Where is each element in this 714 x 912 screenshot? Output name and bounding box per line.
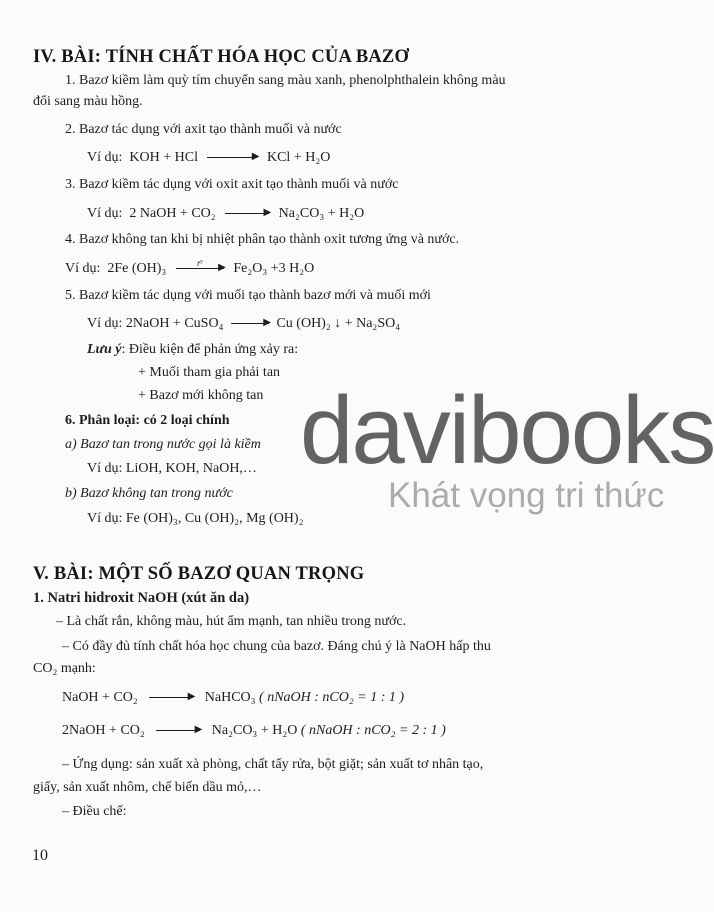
paragraph-6a: a) Bazơ tan trong nước gọi là kiềm [65,437,261,452]
example-label: Ví dụ: [87,150,123,165]
heat-reaction-arrow-icon: t⁰ ▶ [176,268,224,269]
bullet-2: + Bazơ mới không tan [138,388,264,403]
page-number: 10 [32,847,48,864]
paragraph-3: 3. Bazơ kiềm tác dụng với oxit axit tạo thành muối và nước [65,177,399,192]
section-5-title: V. BÀI: MỘT SỐ BAZƠ QUAN TRỌNG [33,564,365,584]
watermark-brand: davibooks [300,377,714,484]
section-4-title: IV. BÀI: TÍNH CHẤT HÓA HỌC CỦA BAZƠ [33,47,410,67]
equation-5-left: NaOH + CO₂ [62,690,138,705]
paragraph-6b: b) Bazơ không tan trong nước [65,486,233,501]
equation-6-left: 2NaOH + CO₂ [62,723,145,738]
paragraph-5: 5. Bazơ kiềm tác dụng với muối tạo thành bazơ mới và muối mới [65,288,431,303]
application-line-1: – Ứng dụng: sản xuất xà phòng, chất tẩy rửa, bột giặt; sản xuất tơ nhân tạo, [62,757,484,772]
paragraph-2: 2. Bazơ tác dụng với axit tạo thành muối và nước [65,122,342,137]
property-line-1: – Là chất rắn, không màu, hút ẩm mạnh, tan nhiều trong nước. [56,614,407,629]
equation-6-ratio: ( nNaOH : nCO₂ = 2 : 1 ) [300,723,446,738]
reaction-arrow-icon: ▶ [231,323,269,324]
equation-6-right: Na₂CO₃ + H₂O [211,723,298,738]
equation-1-right: KCl + H₂O [266,150,331,165]
example-6a: Ví dụ: LiOH, KOH, NaOH,… [87,461,257,476]
note-text: : Điều kiện để phản ứng xảy ra: [121,342,299,357]
reaction-arrow-icon: ▶ [225,213,269,214]
note-label: Lưu ý [87,342,122,357]
paragraph-4: 4. Bazơ không tan khi bị nhiệt phân tạo thành oxit tương ứng và nước. [65,232,460,247]
paragraph-1-line-1: 1. Bazơ kiềm làm quỳ tím chuyển sang màu xanh, phenolphthalein không màu [65,73,506,88]
equation-1-left: KOH + HCl [129,150,198,165]
equation-3 [65,260,314,278]
example-label: Ví dụ: [87,206,123,221]
equation-5-right: NaHCO₃ [204,690,256,705]
equation-2 [87,205,364,223]
reaction-arrow-icon: ▶ [207,157,257,158]
reaction-arrow-icon: ▶ [149,697,193,698]
application-line-2: giấy, sản xuất nhôm, chế biến dầu mỏ,… [33,780,262,795]
example-label: Ví dụ: [87,316,123,331]
equation-4-left: 2NaOH + CuSO₄ [125,316,224,331]
equation-2-right: Na₂CO₃ + H₂O [278,206,365,221]
subsection-1-title: 1. Natri hidroxit NaOH (xút ăn da) [33,590,250,606]
equation-1 [87,149,330,167]
example-label: Ví dụ: [65,261,101,276]
equation-3-right: Fe₂O₃ +3 H₂O [233,261,315,276]
note [87,341,298,359]
property-line-3: CO₂ mạnh: [33,661,96,676]
equation-4 [87,315,400,333]
example-6b: Ví dụ: Fe (OH)₃, Cu (OH)₂, Mg (OH)₂ [87,511,304,526]
bullet-1: + Muối tham gia phải tan [138,365,281,380]
property-line-2: – Có đầy đủ tính chất hóa học chung của bazơ. Đáng chú ý là NaOH hấp thu [62,639,491,654]
paragraph-1-line-2: đổi sang màu hồng. [33,94,143,109]
preparation-line: – Điều chế: [62,804,127,819]
reaction-arrow-icon: ▶ [156,730,200,731]
equation-6 [62,722,446,740]
equation-2-left: 2 NaOH + CO₂ [129,206,216,221]
watermark-slogan: Khát vọng tri thức [388,476,665,515]
equation-3-left: 2Fe (OH)₃ [107,261,167,276]
paragraph-6: 6. Phân loại: có 2 loại chính [65,413,230,428]
equation-4-right: Cu (OH)₂ ↓ + Na₂SO₄ [276,316,401,331]
equation-5 [62,689,404,707]
equation-5-ratio: ( nNaOH : nCO₂ = 1 : 1 ) [259,690,405,705]
